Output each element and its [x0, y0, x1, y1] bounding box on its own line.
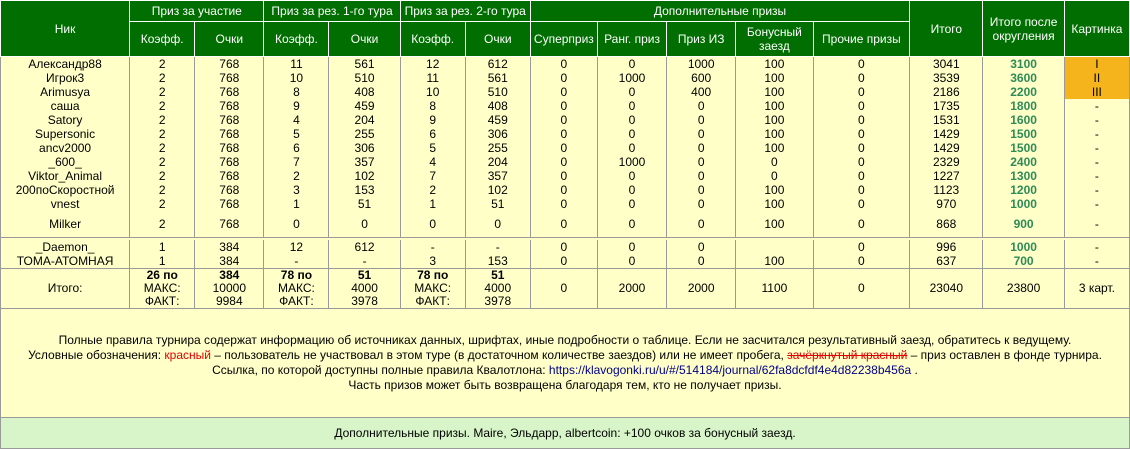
totals-prize-iz: 2000 — [667, 268, 736, 308]
cell-iz: 400 — [667, 85, 736, 99]
cell-c3: 1 — [400, 197, 465, 211]
cell-bonus: 100 — [736, 254, 813, 269]
header-bonus-race: Бонусный заезд — [736, 22, 813, 57]
cell-nick: Viktor_Animal — [1, 169, 130, 183]
cell-rounded: 1000 — [983, 197, 1064, 211]
header-points: Очки — [465, 22, 530, 57]
header-nick: Ник — [1, 1, 130, 57]
cell-nick: ТОМА-АТОМНАЯ — [1, 254, 130, 269]
cell-pic: - — [1064, 113, 1129, 127]
cell-other: 0 — [813, 113, 910, 127]
cell-nick: _Daemon_ — [1, 240, 130, 254]
cell-p2: 255 — [329, 127, 400, 141]
cell-total: 2329 — [910, 155, 983, 169]
totals-g2-labels — [264, 268, 329, 308]
cell-iz: 0 — [667, 183, 736, 197]
cell-pic: III — [1064, 85, 1129, 99]
cell-p2: 306 — [329, 141, 400, 155]
cell-c2: 0 — [264, 211, 329, 237]
cell-p1: 768 — [195, 113, 264, 127]
cell-p1: 768 — [195, 141, 264, 155]
table-row — [1, 155, 1130, 169]
totals-g3-fact: 3978 — [484, 293, 512, 308]
cell-rounded: 1600 — [983, 113, 1064, 127]
cell-c3: 2 — [400, 183, 465, 197]
cell-rounded: 1500 — [983, 141, 1064, 155]
cell-p3: 0 — [465, 211, 530, 237]
cell-p1: 768 — [195, 183, 264, 197]
cell-bonus: 0 — [736, 169, 813, 183]
cell-p3: 357 — [465, 169, 530, 183]
cell-rounded: 2400 — [983, 155, 1064, 169]
cell-p2: 561 — [329, 57, 400, 72]
cell-c2: 2 — [264, 169, 329, 183]
cell-iz: 0 — [667, 197, 736, 211]
cell-iz: 600 — [667, 71, 736, 85]
cell-sup: 0 — [530, 85, 597, 99]
table-row — [1, 169, 1130, 183]
cell-sup: 0 — [530, 113, 597, 127]
rules-line-1: Полные правила турнира содержат информацию об источниках данных, шрифтах, иные подробности о таблице. Если не засчитался результативный заезд, обратитесь к ведущему. — [58, 332, 1072, 347]
cell-p3: 153 — [465, 254, 530, 269]
cell-other: 0 — [813, 197, 910, 211]
cell-p1: 768 — [195, 57, 264, 72]
cell-other: 0 — [813, 155, 910, 169]
table-row — [1, 57, 1130, 72]
rules-link-label: Ссылка, по которой доступны полные правила Квалотлона: — [212, 362, 549, 377]
cell-p3: 306 — [465, 127, 530, 141]
table-row — [1, 197, 1130, 211]
totals-g3-labels — [400, 268, 465, 308]
cell-iz: 0 — [667, 155, 736, 169]
cell-total: 2186 — [910, 85, 983, 99]
cell-p3: - — [465, 240, 530, 254]
cell-other: 0 — [813, 169, 910, 183]
cell-c2: 1 — [264, 197, 329, 211]
cell-nick: Arimusya — [1, 85, 130, 99]
cell-total: 868 — [910, 211, 983, 237]
cell-rounded: 1300 — [983, 169, 1064, 183]
cell-c1: 2 — [130, 211, 195, 237]
legend-red: красный — [164, 347, 211, 362]
header-participation-prize: Приз за участие — [130, 1, 264, 22]
cell-c2: 10 — [264, 71, 329, 85]
cell-pic: - — [1064, 211, 1129, 237]
cell-pic: II — [1064, 71, 1129, 85]
cell-sup: 0 — [530, 57, 597, 72]
cell-p1: 768 — [195, 71, 264, 85]
table-row — [1, 240, 1130, 254]
cell-rounded: 1800 — [983, 99, 1064, 113]
rules-note — [1, 308, 1130, 417]
cell-nick: ancv2000 — [1, 141, 130, 155]
cell-p2: 0 — [329, 211, 400, 237]
legend-strike-desc: – приз оставлен в фонде турнира. — [907, 347, 1102, 362]
cell-sup: 0 — [530, 169, 597, 183]
legend-strike: зачёркнутый красный — [787, 347, 908, 362]
cell-other: 0 — [813, 71, 910, 85]
totals-g1-values — [195, 268, 264, 308]
table-row — [1, 183, 1130, 197]
cell-c3: 4 — [400, 155, 465, 169]
cell-total: 3041 — [910, 57, 983, 72]
header-total-rounded: Итого после округления — [983, 1, 1064, 57]
cell-rank: 0 — [597, 169, 666, 183]
cell-c2: 6 — [264, 141, 329, 155]
totals-rank-prize: 2000 — [597, 268, 666, 308]
cell-bonus: 100 — [736, 211, 813, 237]
totals-row — [1, 268, 1130, 308]
cell-sup: 0 — [530, 141, 597, 155]
table-row — [1, 127, 1130, 141]
cell-c2: - — [264, 254, 329, 269]
cell-rounded: 1200 — [983, 183, 1064, 197]
main-rows — [1, 57, 1130, 238]
cell-p2: - — [329, 254, 400, 269]
header-prize-iz: Приз ИЗ — [667, 22, 736, 57]
table-row — [1, 211, 1130, 237]
cell-c1: 2 — [130, 169, 195, 183]
cell-pic: - — [1064, 99, 1129, 113]
cell-p3: 204 — [465, 155, 530, 169]
cell-p1: 384 — [195, 240, 264, 254]
cell-nick: 200поСкоростной — [1, 183, 130, 197]
totals-superprize: 0 — [530, 268, 597, 308]
cell-c2: 4 — [264, 113, 329, 127]
totals-other: 0 — [813, 268, 910, 308]
totals-picture: 3 карт. — [1064, 268, 1129, 308]
table-row — [1, 254, 1130, 269]
cell-c3: 10 — [400, 85, 465, 99]
cell-other: 0 — [813, 127, 910, 141]
cell-total: 1227 — [910, 169, 983, 183]
cell-sup: 0 — [530, 127, 597, 141]
cell-rounded: 2200 — [983, 85, 1064, 99]
cell-other: 0 — [813, 183, 910, 197]
cell-c3: 0 — [400, 211, 465, 237]
cell-sup: 0 — [530, 254, 597, 269]
cell-nick: Milker — [1, 211, 130, 237]
header-round1-prize: Приз за рез. 1-го тура — [264, 1, 400, 22]
cell-sup: 0 — [530, 211, 597, 237]
cell-nick: саша — [1, 99, 130, 113]
cell-total: 996 — [910, 240, 983, 254]
cell-c1: 2 — [130, 71, 195, 85]
cell-p1: 768 — [195, 127, 264, 141]
totals-g1-max: 10000 — [212, 280, 246, 295]
cell-pic: - — [1064, 155, 1129, 169]
cell-p1: 768 — [195, 169, 264, 183]
legend-red-desc: – пользователь не участвовал в этом туре (в достаточном количестве заездов) или не имеет пробега, — [210, 347, 788, 362]
cell-other: 0 — [813, 254, 910, 269]
fact-label: ФАКТ: — [279, 293, 314, 308]
cell-bonus: 100 — [736, 183, 813, 197]
cell-other: 0 — [813, 85, 910, 99]
cell-iz: 0 — [667, 211, 736, 237]
header-points: Очки — [329, 22, 400, 57]
cell-bonus: 100 — [736, 113, 813, 127]
cell-rank: 0 — [597, 141, 666, 155]
cell-rounded: 900 — [983, 211, 1064, 237]
cell-p2: 204 — [329, 113, 400, 127]
header-coef: Коэфф. — [264, 22, 329, 57]
header-points: Очки — [195, 22, 264, 57]
header-extra-prizes: Дополнительные призы — [530, 1, 909, 22]
totals-g2-top: 78 по — [280, 268, 313, 282]
cell-p3: 408 — [465, 99, 530, 113]
cell-c1: 2 — [130, 197, 195, 211]
cell-rank: 0 — [597, 113, 666, 127]
cell-total: 1735 — [910, 99, 983, 113]
totals-g1-labels — [130, 268, 195, 308]
cell-nick: Александр88 — [1, 57, 130, 72]
cell-c1: 2 — [130, 141, 195, 155]
cell-pic: - — [1064, 240, 1129, 254]
cell-bonus: 100 — [736, 141, 813, 155]
cell-rank: 0 — [597, 127, 666, 141]
cell-c3: 8 — [400, 99, 465, 113]
cell-p3: 255 — [465, 141, 530, 155]
cell-p2: 510 — [329, 71, 400, 85]
table-row — [1, 71, 1130, 85]
totals-g3-max: 4000 — [484, 280, 512, 295]
rules-link-end: . — [911, 362, 918, 377]
cell-p3: 561 — [465, 71, 530, 85]
header-other-prizes: Прочие призы — [813, 22, 910, 57]
cell-rounded: 3100 — [983, 57, 1064, 72]
cell-total: 637 — [910, 254, 983, 269]
cell-p2: 357 — [329, 155, 400, 169]
cell-c2: 11 — [264, 57, 329, 72]
header-round2-prize: Приз за рез. 2-го тура — [400, 1, 530, 22]
cell-p3: 102 — [465, 183, 530, 197]
cell-c1: 1 — [130, 240, 195, 254]
totals-g1-top: 26 по — [146, 268, 178, 282]
cell-rank: 0 — [597, 183, 666, 197]
cell-rank: 1000 — [597, 71, 666, 85]
cell-bonus — [736, 240, 813, 254]
cell-nick: vnest — [1, 197, 130, 211]
cell-bonus: 100 — [736, 127, 813, 141]
cell-nick: Игрок3 — [1, 71, 130, 85]
fact-label: ФАКТ: — [415, 293, 450, 308]
cell-c3: 6 — [400, 127, 465, 141]
cell-total: 1429 — [910, 127, 983, 141]
cell-bonus: 100 — [736, 197, 813, 211]
cell-sup: 0 — [530, 240, 597, 254]
cell-c1: 2 — [130, 155, 195, 169]
cell-iz: 1000 — [667, 57, 736, 72]
cell-nick: _600_ — [1, 155, 130, 169]
cell-rank: 0 — [597, 254, 666, 269]
totals-g2-values — [329, 268, 400, 308]
cell-p3: 51 — [465, 197, 530, 211]
rules-line-4: Часть призов может быть возвращена благодаря тем, кто не получает призы. — [348, 377, 782, 392]
cell-rounded: 1500 — [983, 127, 1064, 141]
cell-rank: 0 — [597, 240, 666, 254]
cell-c3: 5 — [400, 141, 465, 155]
cell-c2: 5 — [264, 127, 329, 141]
cell-rank: 0 — [597, 85, 666, 99]
cell-c2: 9 — [264, 99, 329, 113]
table-row — [1, 141, 1130, 155]
cell-iz: 0 — [667, 99, 736, 113]
cell-iz: 0 — [667, 240, 736, 254]
totals-g2-top-val: 51 — [357, 268, 372, 282]
totals-g2-fact: 3978 — [351, 293, 378, 308]
cell-c1: 2 — [130, 99, 195, 113]
cell-sup: 0 — [530, 197, 597, 211]
cell-total: 3539 — [910, 71, 983, 85]
cell-c3: 12 — [400, 57, 465, 72]
cell-p2: 51 — [329, 197, 400, 211]
cell-iz: 0 — [667, 127, 736, 141]
totals-total: 23040 — [910, 268, 983, 308]
header-picture: Картинка — [1064, 1, 1129, 57]
cell-pic: - — [1064, 183, 1129, 197]
cell-iz: 0 — [667, 141, 736, 155]
cell-p1: 768 — [195, 155, 264, 169]
fact-label: ФАКТ: — [144, 293, 180, 308]
table-row — [1, 85, 1130, 99]
cell-pic: - — [1064, 197, 1129, 211]
cell-p2: 408 — [329, 85, 400, 99]
cell-c1: 2 — [130, 113, 195, 127]
cell-sup: 0 — [530, 99, 597, 113]
rules-line-3 — [1, 363, 1129, 378]
cell-c1: 1 — [130, 254, 195, 269]
cell-p1: 768 — [195, 99, 264, 113]
cell-p3: 459 — [465, 113, 530, 127]
cell-total: 970 — [910, 197, 983, 211]
cell-c2: 8 — [264, 85, 329, 99]
cell-c1: 2 — [130, 57, 195, 72]
cell-c2: 7 — [264, 155, 329, 169]
cell-rank: 0 — [597, 57, 666, 72]
cell-rounded: 700 — [983, 254, 1064, 269]
cell-c2: 3 — [264, 183, 329, 197]
cell-rank: 0 — [597, 197, 666, 211]
cell-p1: 384 — [195, 254, 264, 269]
cell-p3: 510 — [465, 85, 530, 99]
cell-total: 1531 — [910, 113, 983, 127]
table-row — [1, 113, 1130, 127]
cell-bonus: 100 — [736, 71, 813, 85]
cell-nick: Satory — [1, 113, 130, 127]
cell-c3: 3 — [400, 254, 465, 269]
cell-rank: 1000 — [597, 155, 666, 169]
cell-other: 0 — [813, 57, 910, 72]
totals-g3-values — [465, 268, 530, 308]
totals-g3-top-val: 51 — [491, 268, 505, 282]
cell-pic: - — [1064, 169, 1129, 183]
cell-c2: 12 — [264, 240, 329, 254]
cell-c3: 11 — [400, 71, 465, 85]
cell-bonus: 100 — [736, 57, 813, 72]
rules-link[interactable]: https://klavogonki.ru/u/#/514184/journal/62fa8dcfdf4e4d82238b456a — [548, 362, 912, 377]
cell-bonus: 100 — [736, 99, 813, 113]
cell-sup: 0 — [530, 183, 597, 197]
cell-p1: 768 — [195, 211, 264, 237]
cell-bonus: 0 — [736, 155, 813, 169]
cell-c3: 7 — [400, 169, 465, 183]
cell-total: 1123 — [910, 183, 983, 197]
cell-total: 1429 — [910, 141, 983, 155]
totals-g2-max: 4000 — [351, 280, 378, 295]
header-rank-prize: Ранг. приз — [597, 22, 666, 57]
cell-iz: 0 — [667, 169, 736, 183]
cell-other: 0 — [813, 99, 910, 113]
header-total: Итого — [910, 1, 983, 57]
cell-pic: I — [1064, 57, 1129, 72]
cell-pic: - — [1064, 254, 1129, 269]
header-coef: Коэфф. — [130, 22, 195, 57]
cell-other: 0 — [813, 211, 910, 237]
cell-rank: 0 — [597, 99, 666, 113]
totals-bonus: 1100 — [736, 268, 813, 308]
cell-other: 0 — [813, 240, 910, 254]
cell-sup: 0 — [530, 155, 597, 169]
cell-pic: - — [1064, 127, 1129, 141]
cell-c1: 2 — [130, 127, 195, 141]
cell-rank: 0 — [597, 211, 666, 237]
max-label: МАКС: — [414, 280, 452, 295]
cell-p1: 768 — [195, 197, 264, 211]
cell-pic: - — [1064, 141, 1129, 155]
cell-p3: 612 — [465, 57, 530, 72]
cell-rounded: 1000 — [983, 240, 1064, 254]
cell-nick: Supersonic — [1, 127, 130, 141]
cell-other: 0 — [813, 141, 910, 155]
cell-p1: 768 — [195, 85, 264, 99]
cell-rounded: 3600 — [983, 71, 1064, 85]
totals-g1-fact: 9984 — [215, 293, 243, 308]
cell-c1: 2 — [130, 183, 195, 197]
totals-label: Итого: — [1, 268, 130, 308]
cell-c3: - — [400, 240, 465, 254]
totals-rounded: 23800 — [983, 268, 1064, 308]
cell-sup: 0 — [530, 71, 597, 85]
cell-p2: 102 — [329, 169, 400, 183]
secondary-rows — [1, 240, 1130, 269]
totals-g3-top: 78 по — [417, 268, 449, 282]
table-row — [1, 99, 1130, 113]
cell-c1: 2 — [130, 85, 195, 99]
cell-p2: 612 — [329, 240, 400, 254]
cell-p2: 153 — [329, 183, 400, 197]
max-label: МАКС: — [278, 280, 315, 295]
header-superprize: Суперприз — [530, 22, 597, 57]
cell-p2: 459 — [329, 99, 400, 113]
cell-c3: 9 — [400, 113, 465, 127]
extra-prizes-note: Дополнительные призы. Maire, Эльдарр, albertcoin: +100 очков за бонусный заезд. — [1, 417, 1130, 448]
max-label: МАКС: — [143, 280, 181, 295]
cell-iz: 0 — [667, 113, 736, 127]
legend-label: Условные обозначения: — [28, 347, 165, 362]
header-coef: Коэфф. — [400, 22, 465, 57]
totals-g1-top-val: 384 — [219, 268, 240, 282]
cell-bonus: 100 — [736, 85, 813, 99]
cell-iz: 0 — [667, 254, 736, 269]
rules-line-2 — [1, 348, 1129, 363]
